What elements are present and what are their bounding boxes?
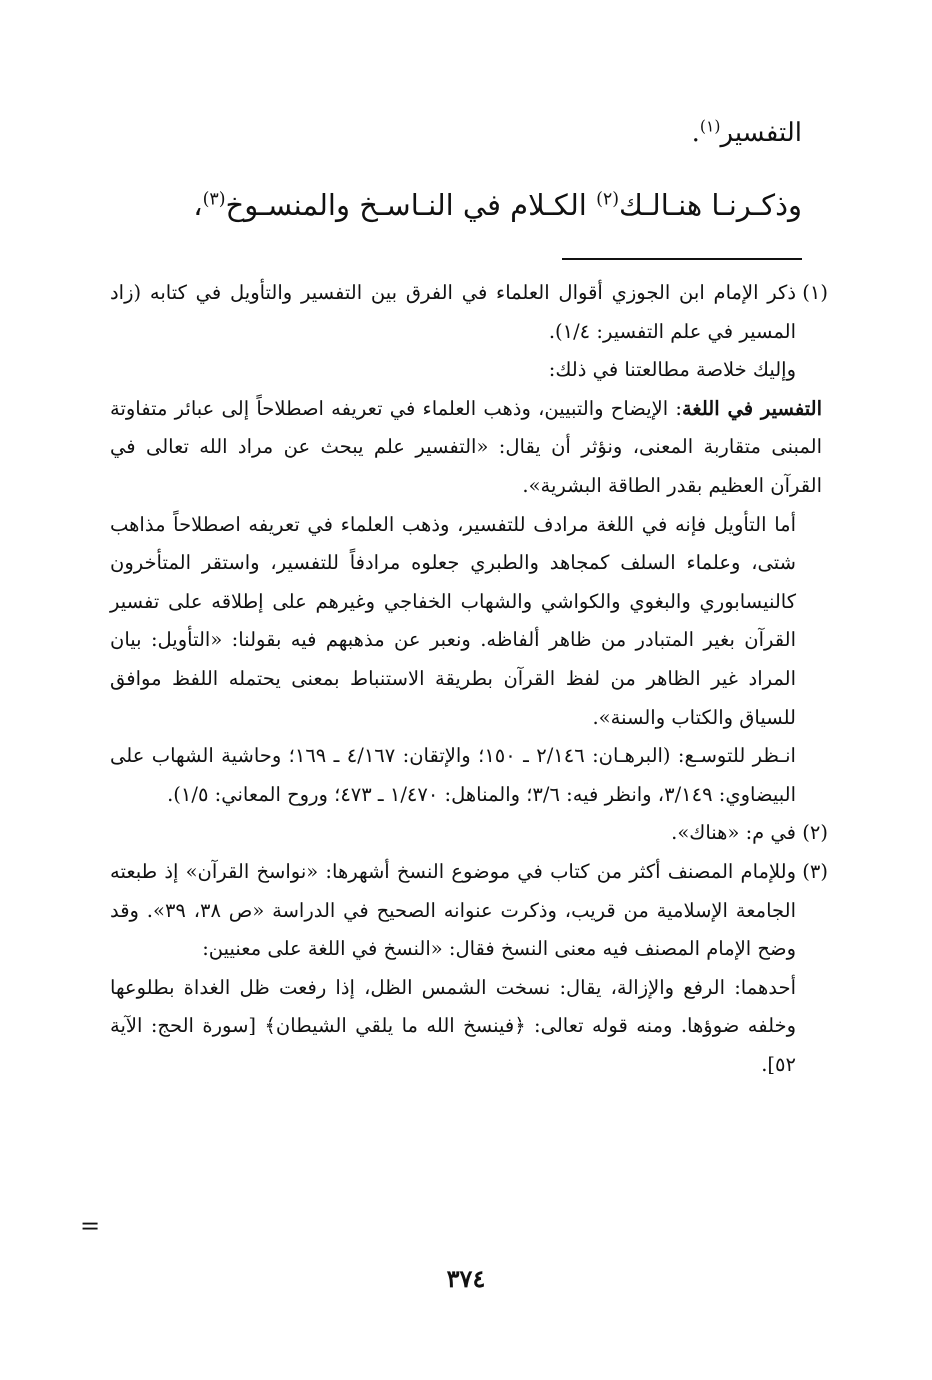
footnote-paragraph: في م: «هناك». [671, 821, 796, 845]
footnote-ref-1[interactable]: (١) [699, 117, 721, 136]
footnote-paragraph: ذكر الإمام ابن الجوزي أقوال العلماء في الفرق بين التفسير والتأويل في كتابه (زاد المسير في علم التفسير: ١/٤). [110, 281, 796, 343]
footnote-number: (٣) [802, 859, 828, 883]
footnote-3 [110, 853, 828, 1085]
footnote-paragraph: وإليك خلاصة مطالعتنا في ذلك: [548, 358, 796, 382]
footnote-separator [562, 258, 802, 260]
main-text: وذكـرنـا هنـالـك [619, 188, 802, 222]
main-text: التفسير [720, 118, 802, 148]
footnotes [110, 274, 828, 1084]
footnote-2 [110, 814, 828, 853]
footnote-1 [110, 274, 828, 814]
main-text-line-2 [110, 188, 802, 222]
page-number: ٣٧٤ [446, 1264, 486, 1293]
main-text-line-1 [110, 118, 802, 148]
main-text-end: . [691, 118, 700, 148]
footnote-number: (٢) [802, 821, 828, 845]
main-text: الكـلام في النـاسـخ والمنسـوخ [225, 188, 587, 222]
footnote-paragraph: أما التأويل فإنه في اللغة مرادف للتفسير، وذهب العلماء في تعريفه اصطلاحاً مذاهب شتى، وعلماء السلف كمجاهد والطبري جعلوه مرادفاً للتفسير، واستقر المتأخرون كالنيسابوري والبغوي والكواشي والشهاب الخفاجي وغيرهم على إطلاقه على تفسير القرآن بغير المتبادر من ظاهر ألفاظه. ونعبر عن مذهبهم فيه بقولنا: «التأويل: بيان المراد غير الظاهر من لفظ القرآن بطريقة الاستنباط بمعنى يحتمله اللفظ موافق للسياق والكتاب والسنة». [110, 512, 796, 729]
main-text-end: ، [193, 188, 203, 222]
footnote-text: : الإيضاح والتبيين، وذهب العلماء في تعريفه اصطلاحاً إلى عبائر متفاوتة المبنى متقاربة المعنى، ونؤثر أن يقال: «التفسير علم يبحث عن مراد الله تعالى في القرآن العظيم بقدر الطاقة البشرية». [110, 396, 822, 497]
bold-term: التفسير في اللغة [681, 396, 822, 420]
footnote-paragraph: انـظر للتوسـع: (البرهـان: ٢/١٤٦ ـ ١٥٠؛ والإتقان: ٤/١٦٧ ـ ١٦٩؛ وحاشية الشهاب على البيضاوي: ٣/١٤٩، وانظر فيه: ٣/٦؛ والمناهل: ١/٤٧٠ ـ ٤٧٣؛ وروح المعاني: ١/٥). [110, 744, 796, 806]
footnote-paragraph [110, 390, 822, 506]
footnote-paragraph: أحدهما: الرفع والإزالة، يقال: نسخت الشمس الظل، إذا رفعت ظل الغداة بطلوعها وخلفه ضوؤها. ومنه قوله تعالى: ﴿فينسخ الله ما يلقي الشيطان﴾ [سورة الحج: الآية ٥٢]. [110, 975, 796, 1076]
footnote-ref-2[interactable]: (٢) [596, 189, 619, 210]
footnote-paragraph: وللإمام المصنف أكثر من كتاب في موضوع النسخ أشهرها: «نواسخ القرآن» إذ طبعته الجامعة الإسلامية من قريب، وذكرت عنوانه الصحيح في الدراسة «ص ٣٨، ٣٩». وقد وضح الإمام المصنف فيه معنى النسخ فقال: «النسخ في اللغة على معنيين: [110, 859, 796, 961]
footnote-number: (١) [802, 281, 828, 304]
footnote-ref-3[interactable]: (٣) [202, 189, 226, 210]
continuation-mark: = [80, 1212, 101, 1240]
